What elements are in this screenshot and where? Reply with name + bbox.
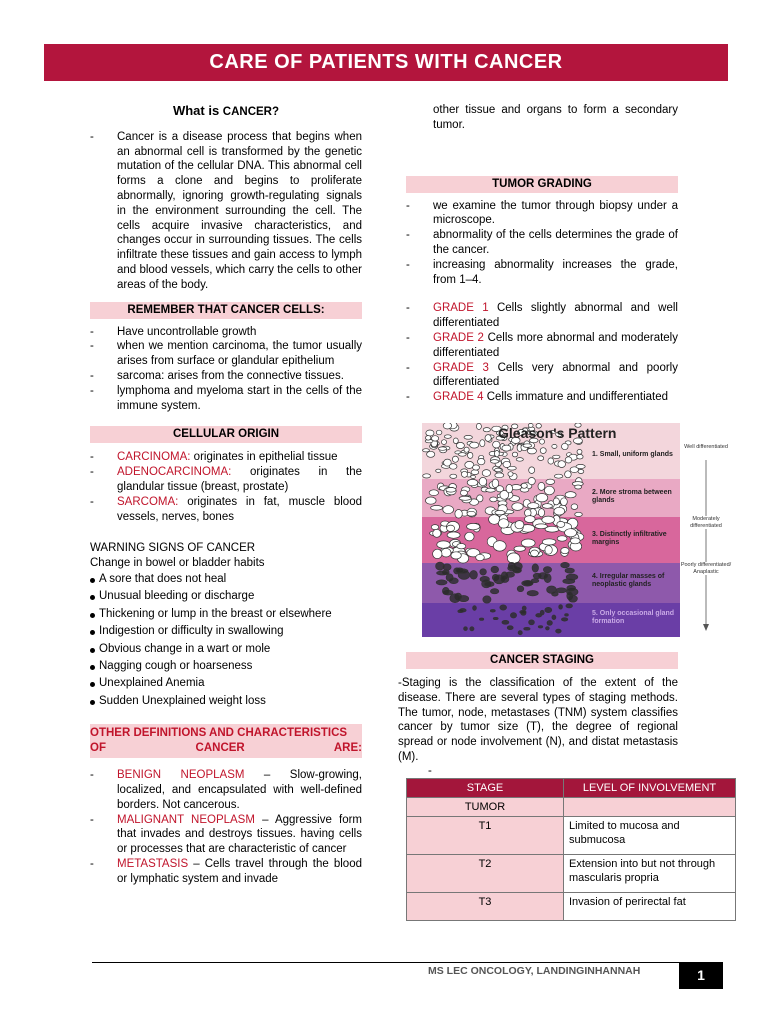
remember-heading: REMEMBER THAT CANCER CELLS: — [90, 302, 362, 319]
term: ADENOCARCINOMA: — [117, 466, 232, 479]
list-item: Unexplained Anemia — [90, 675, 362, 692]
list-item: Sudden Unexplained weight loss — [90, 693, 362, 710]
list-item — [406, 390, 678, 405]
list-item — [90, 465, 362, 495]
list-item: A sore that does not heal — [90, 571, 362, 588]
remember-list — [90, 325, 362, 414]
definition: originates in the glandular tissue (breast, prostate) — [117, 466, 362, 493]
gleason-diagram — [422, 423, 680, 637]
cancer-staging-heading: CANCER STAGING — [406, 652, 678, 669]
term: GRADE 4 — [433, 391, 484, 404]
staging-paragraph — [398, 676, 678, 765]
definition: originates in fat, muscle blood vessels, nerves, bones — [117, 495, 362, 523]
stage-cell: T3 — [407, 893, 564, 921]
definition: originates in epithelial tissue — [190, 451, 338, 464]
level-cell: Extension into but not through mascularis propria — [564, 855, 736, 893]
term: BENIGN NEOPLASM — [117, 769, 245, 782]
arrow-icon — [680, 442, 732, 632]
list-item: - lymphoma and myeloma start in the cells of the immune system. — [90, 384, 362, 414]
table-row — [407, 817, 736, 855]
what-is-heading — [90, 104, 362, 120]
other-definitions-heading: OTHER DEFINITIONS AND CHARACTERISTICS OF CANCER ARE: — [90, 724, 362, 758]
staging-text: -Staging is the classification of the extent of the disease. There are several types of staging methods. The tumor, node, metastases (TNM) system classifies cancer by tumor size (T), the degree of regional spread or node involvement (N), and distat metastasis (M). — [398, 677, 678, 763]
definition: Cells slightly abnormal and well differentiated — [433, 302, 678, 330]
warning-first: Change in bowel or bladder habits — [90, 557, 265, 570]
term: GRADE 3 — [433, 361, 489, 374]
list-item: Obvious change in a wart or mole — [90, 641, 362, 658]
term: GRADE 2 — [433, 331, 484, 344]
list-item: - Have uncontrollable growth — [90, 325, 362, 340]
definition: – Aggressive form that invades and destroys tissues. having cells or processes that are characteristic of cancer — [117, 813, 362, 856]
list-item — [406, 331, 678, 361]
table-header-row — [407, 779, 736, 798]
staging-section — [406, 652, 678, 669]
term: METASTASIS — [117, 857, 189, 870]
term: SARCOMA: — [117, 495, 179, 508]
what-is-word: CANCER? — [222, 106, 280, 118]
gleason-label-2: 2. More stroma between glands — [592, 489, 672, 504]
gleason-title: Gleason's Pattern — [498, 425, 617, 441]
left-column — [90, 104, 362, 887]
definition: Cells very abnormal and poorly differentiated — [433, 361, 678, 389]
well-differentiated-label: Well differentiated — [684, 444, 728, 450]
list-item — [90, 495, 362, 525]
cellular-origin-list — [90, 450, 362, 524]
footer-divider — [92, 962, 682, 963]
gleason-label-3: 3. Distinctly infiltrative margins — [592, 531, 667, 546]
differentiation-arrow — [680, 442, 732, 632]
term: CARCINOMA: — [117, 451, 191, 464]
footer-text: MS LEC ONCOLOGY, LANDINGINHANNAH — [428, 965, 641, 977]
list-item: Nagging cough or hoarseness — [90, 658, 362, 675]
list-item — [90, 813, 362, 857]
level-cell: Invasion of perirectal fat — [564, 893, 736, 921]
tissue-illustration — [422, 423, 590, 637]
table-row — [407, 893, 736, 921]
intro-list — [90, 130, 362, 293]
table-group-row — [407, 798, 736, 817]
term: MALIGNANT NEOPLASM — [117, 813, 255, 826]
staging-dash: - — [428, 764, 432, 777]
column-header-stage: STAGE — [407, 779, 564, 798]
warning-list — [90, 571, 362, 710]
tumor-grading-list — [406, 199, 678, 288]
metastasis-continued: other tissue and organs to form a secondary tumor. — [433, 104, 678, 131]
list-item: Thickening or lump in the breast or elsewhere — [90, 606, 362, 623]
right-column — [406, 103, 678, 405]
what-is-prefix: What is — [172, 103, 223, 118]
list-item — [90, 857, 362, 887]
stage-cell: T2 — [407, 855, 564, 893]
tumor-group-label: TUMOR — [407, 798, 564, 817]
warning-title: WARNING SIGNS OF CANCER — [90, 542, 256, 555]
list-item: Unusual bleeding or discharge — [90, 588, 362, 605]
list-item — [406, 301, 678, 331]
intro-paragraph: - Cancer is a disease process that begins when an abnormal cell is transformed by the genetic mutation of the cellular DNA. This abnormal cell forms a clone and begins to proliferate abnormally, ignoring growth-regulating signals in the environment surrounding the cell. The cells acquire invasive characteristics, and changes occur in surrounding tissues. The cells infiltrate these tissues and gain access to lymph and blood vessels, which carry the cells to other areas of the body. — [90, 130, 362, 293]
empty-cell — [564, 798, 736, 817]
definition: – Slow-growing, localized, and encapsulated with well-defined borders. Not cancerous. — [117, 769, 362, 811]
definition: – Cells travel through the blood or lymphatic system and invade — [117, 857, 362, 885]
list-item — [90, 450, 362, 465]
list-item: - sarcoma: arises from the connective tissues. — [90, 369, 362, 384]
gleason-label-5: 5. Only occasional gland formation — [592, 610, 675, 625]
term: GRADE 1 — [433, 302, 489, 315]
warning-section — [90, 541, 362, 710]
staging-text-block — [398, 676, 678, 777]
staging-table — [406, 778, 736, 921]
definition: Cells more abnormal and moderately differentiated — [433, 331, 678, 359]
list-item: Indigestion or difficulty in swallowing — [90, 623, 362, 640]
cellular-origin-heading: CELLULAR ORIGIN — [90, 426, 362, 443]
other-definitions-list — [90, 768, 362, 886]
stage-cell: T1 — [407, 817, 564, 855]
list-item: - when we mention carcinoma, the tumor usually arises from surface or glandular epithelium — [90, 339, 362, 369]
poorly-differentiated-label: Poorly differentiated/ Anaplastic — [680, 562, 732, 575]
list-item — [406, 361, 678, 391]
document-title: CARE OF PATIENTS WITH CANCER — [44, 44, 728, 81]
level-cell: Limited to mucosa and submucosa — [564, 817, 736, 855]
list-item: - we examine the tumor through biopsy under a microscope. — [406, 199, 678, 229]
column-header-level: LEVEL OF INVOLVEMENT — [564, 779, 736, 798]
gleason-label-1: 1. Small, uniform glands — [592, 451, 673, 458]
list-item — [90, 768, 362, 812]
moderately-differentiated-label: Moderately differentiated — [680, 516, 732, 529]
list-item: - increasing abnormality increases the grade, from 1–4. — [406, 258, 678, 288]
table-row — [407, 855, 736, 893]
definition: Cells immature and undifferentiated — [483, 391, 669, 404]
grade-list — [406, 301, 678, 405]
gleason-label-4: 4. Irregular masses of neoplastic glands — [592, 573, 665, 588]
page-number: 1 — [679, 962, 723, 989]
list-item: - abnormality of the cells determines the grade of the cancer. — [406, 228, 678, 258]
tumor-grading-heading: TUMOR GRADING — [406, 176, 678, 193]
